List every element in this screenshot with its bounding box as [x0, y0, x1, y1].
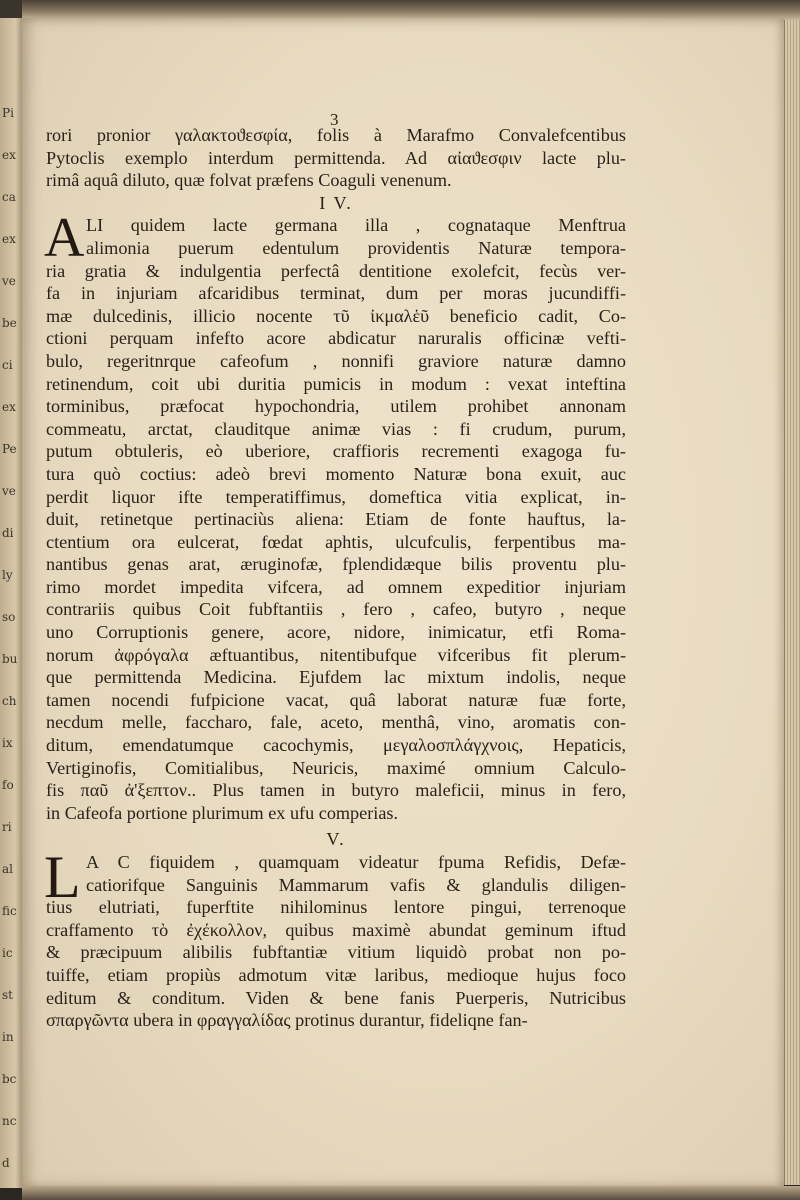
- paragraph-4-line: Vertiginofis, Comitialibus, Neuricis, maximé omnium Calculo-: [46, 757, 626, 778]
- paragraph-4-line: LI quidem lacte germana illa , cognataque Menftrua: [86, 215, 626, 236]
- paragraph-4-line: rimo mordet impedita vifcera, ad omnem expeditior injuriam: [46, 576, 626, 597]
- dropcap-a: A: [44, 207, 85, 270]
- paragraph-4-line: ria gratia & indulgentia perfectâ dentitione exolefcit, fecùs ver-: [46, 260, 626, 281]
- paragraph-4-line: perdit liquor ifte temperatiffimus, domeftica vitia explicat, in-: [46, 486, 626, 507]
- paragraph-4-line: duit, retinetque pertinaciùs aliena: Etiam de fonte hauftus, la-: [46, 509, 626, 530]
- paragraph-4-line: ctentium ora eulcerat, fœdat aphtis, ulcufculis, ferpentibus ma-: [46, 531, 626, 552]
- section-heading-v: V.: [326, 829, 346, 850]
- page-number: 3: [330, 110, 339, 129]
- facing-page-fragment: ve: [2, 484, 16, 498]
- paragraph-3-tail: [46, 124, 626, 192]
- facing-page-fragment: d: [2, 1156, 10, 1170]
- facing-page-fragment: ly: [2, 568, 13, 582]
- page-stack-edge: [784, 20, 800, 1185]
- paragraph-4-line: torminibus, præfocat hypochondria, utilem prohibet annonam: [46, 396, 626, 417]
- facing-page-fragment: Pe: [2, 442, 17, 456]
- dropcap-l: L: [44, 844, 81, 910]
- paragraph-4-line: tamen nocendi fufpicione vacat, quâ laborat naturæ fuæ forte,: [46, 689, 626, 710]
- book-top-edge: [22, 0, 800, 20]
- paragraph-4-line: contrariis quibus Coit fubftantiis , fero , cafeo, butyro , neque: [46, 599, 626, 620]
- facing-page-fragment: ve: [2, 274, 16, 288]
- facing-page-fragment: bu: [2, 652, 18, 666]
- paragraph-4-line: nantibus genas arat, æruginofæ, fplendidæque bilis proventu plu-: [46, 554, 626, 575]
- facing-page-fragment: fic: [2, 904, 17, 918]
- facing-page-fragment: ex: [2, 232, 16, 246]
- paragraph-4-line: mæ dulcedinis, illicio nocente τῦ ἰκμαλἑῦ beneficio cadit, Co-: [46, 305, 626, 326]
- facing-page-fragment: be: [2, 316, 17, 330]
- paragraph-4-line: fa in injuriam afcaridibus terminat, dum per moras jucundiffi-: [46, 283, 626, 304]
- paragraph_3_tail-line: rimâ aquâ diluto, quæ folvat præfens Coaguli venenum.: [46, 170, 452, 191]
- facing-page-fragment: st: [2, 988, 13, 1002]
- paragraph-5-line: A C fiquidem , quamquam videatur fpuma Refidis, Defæ-: [86, 852, 626, 872]
- facing-page-fragment: fo: [2, 778, 14, 792]
- paragraph-4-line: commeatu, arctat, clauditque animæ vias : fi crudum, purum,: [46, 418, 626, 439]
- page-text: [46, 124, 626, 1032]
- facing-page-fragment: ic: [2, 946, 13, 960]
- paragraph-4-line: que permittenda Medicina. Ejufdem lac mixtum indolis, neque: [46, 667, 626, 688]
- paragraph-4-line: ctioni perquam infefto acore abdicatur naruralis officinæ vefti-: [46, 328, 626, 349]
- facing-page-fragment: nc: [2, 1114, 17, 1128]
- paragraph-5-line: craffamento τὸ ἐχέκολλον, quibus maximè abundat geminum iftud: [46, 919, 626, 940]
- paragraph-4-line: putum obtuleris, eò uberiore, craffioris recrementi exagoga fu-: [46, 441, 626, 462]
- facing-page-fragment: ch: [2, 694, 17, 708]
- book-page: [22, 18, 784, 1188]
- section-heading-iv: I V.: [319, 192, 353, 213]
- paragraph_3_tail-line: rori pronior γαλακτοϑεσφία, folis à Marafmo Convalefcentibus: [46, 125, 626, 145]
- paragraph-4-line: fis παῦ ἀ'ξεπτον.. Plus tamen in butyro maleficii, minus in fero,: [46, 780, 626, 801]
- paragraph-4-line: tura quò coctius: adeò brevi momento Naturæ bona exuit, auc: [46, 463, 626, 484]
- paragraph_3_tail-line: Pytoclis exemplo interdum permittenda. Ad αἰαϑεσφιν lacte plu-: [46, 147, 626, 168]
- facing-page-fragment: di: [2, 526, 14, 540]
- paragraph-4-line: ditum, emendatumque cacochymis, μεγαλοσπλάγχνοις, Hepaticis,: [46, 735, 626, 756]
- paragraph-4-line: alimonia puerum edentulum providentis Naturæ tempora-: [86, 237, 626, 258]
- facing-page-fragment: in: [2, 1030, 14, 1044]
- facing-page-fragment: bc: [2, 1072, 17, 1086]
- facing-page-fragment: ci: [2, 358, 13, 372]
- paragraph-5-line: catiorifque Sanguinis Mammarum vafis & glandulis diligen-: [86, 874, 626, 895]
- paragraph-5-line: editum & conditum. Viden & bene fanis Puerperis, Nutricibus: [46, 987, 626, 1008]
- facing-page-fragment: Pi: [2, 106, 14, 120]
- paragraph-4-line: retinendum, coit ubi duritia pumicis in modum : vexat inteftina: [46, 373, 626, 394]
- facing-page-fragment: ex: [2, 148, 16, 162]
- paragraph-5-line: tuiffe, etiam propiùs admotum vitæ laribus, medioque hujus foco: [46, 964, 626, 985]
- facing-page-fragment: ca: [2, 190, 16, 204]
- facing-page-fragment: so: [2, 610, 16, 624]
- book-bottom-edge: [22, 1186, 800, 1200]
- paragraph-4-line: bulo, regeritnrque cafeofum , nonnifi graviore naturæ damno: [46, 350, 626, 371]
- paragraph-4-line: uno Corruptionis genere, acore, nidore, inimicatur, etfi Roma-: [46, 622, 626, 643]
- facing-page-fragment: al: [2, 862, 13, 876]
- facing-page-fragment: ex: [2, 400, 16, 414]
- paragraph-4-line: norum ἀφρόγαλα æftuantibus, nitentibufque vifceribus fit plerum-: [46, 644, 626, 665]
- facing-page-fragment: ri: [2, 820, 12, 834]
- paragraph-5-line: tius elutriati, fuperftite nihilominus lentore pingui, terrenoque: [46, 897, 626, 918]
- paragraph-5-line: σπαργῶντα ubera in φραγγαλίδας protinus durantur, fideliqne fan-: [46, 1010, 528, 1031]
- facing-page-edge: [0, 18, 23, 1188]
- paragraph-4: [44, 207, 626, 824]
- paragraph-5-line: & præcipuum alibilis fubftantiæ vitium liquidò probat non po-: [46, 942, 626, 963]
- facing-page-fragment: ix: [2, 736, 13, 750]
- paragraph-4-line: necdum melle, faccharo, fale, aceto, menthâ, vino, aromatis con-: [46, 712, 626, 733]
- paragraph-5: [44, 844, 626, 1032]
- paragraph-4-line: in Cafeofa portione plurimum ex ufu comperias.: [46, 802, 399, 823]
